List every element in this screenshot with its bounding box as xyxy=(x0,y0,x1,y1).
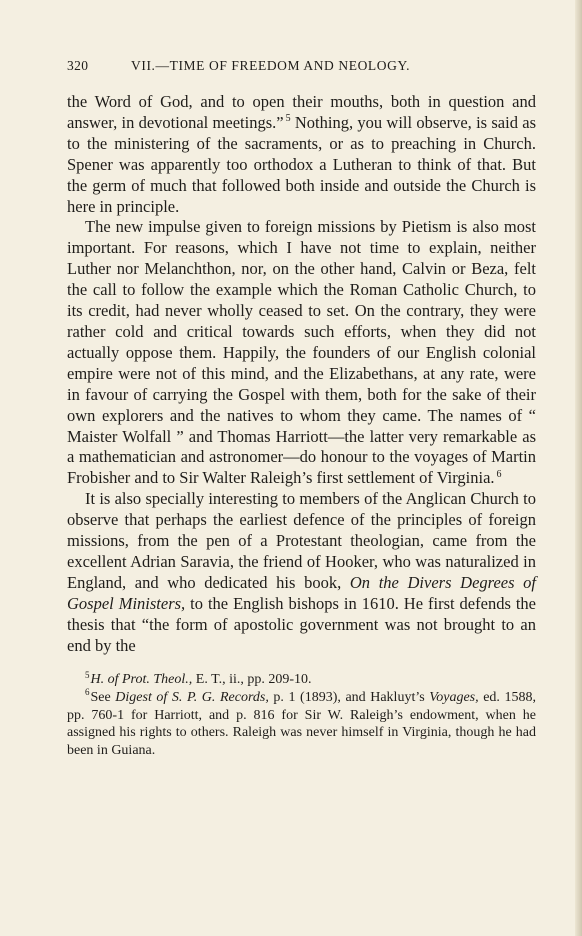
footnote-6-title-b: Voyages, xyxy=(429,690,479,706)
footnote-6-text-a: See xyxy=(90,690,116,706)
paragraph-2-text: The new impulse given to foreign missions by Pietism is also most important. For reasons, which I have not time to explain, neither Luther nor Melanchthon, nor, on the other hand, Calvin or Beza, felt the call to follow the example which the Roman Catholic Church, to its credit, had never wholly ceased to set. On the contrary, they were rather cold and critical towards such efforts, when they did not actually oppose them. Happily, the founders of our English colonial empire were not of this mind, and the Elizabethans, at any rate, were in favour of carrying the Gospel with them, both for the sake of their own explorers and the natives to whom they came. The names of “ Maister Wolfall ” and Thomas Harriott—the latter very remarkable as a mathematician and astronomer—do honour to the voyages of Martin Frobisher and to Sir Walter Raleigh’s first settlement of Virginia. xyxy=(67,217,536,488)
page-number: 320 xyxy=(67,58,89,73)
running-title: VII.—TIME OF FREEDOM AND NEOLOGY. xyxy=(131,58,411,73)
paragraph-3 xyxy=(67,489,536,656)
paragraph-3-text: It is also specially interesting to members of the Anglican Church to observe that perhaps the earliest defence of the principles of foreign missions, from the pen of a Protestant theologian, came from the excellent Adrian Saravia, the friend of Hooker, who was naturalized in England, and who dedicated his book, xyxy=(67,489,536,592)
paragraph-1-continuation: Nothing, you will observe, is said as to the ministering of the sacraments, or as to preaching in Church. Spener was apparently too orthodox a Lutheran to think of that. But the germ of much that followed both inside and outside the Church is here in principle. xyxy=(67,112,536,216)
page-edge xyxy=(575,0,582,936)
paragraph-1 xyxy=(67,92,536,217)
footnote-5-text: E. T., ii., pp. 209-10. xyxy=(192,672,312,688)
paragraph-1-text: the Word of God, and to open their mouths, both in question and answer, in devotional meetings.” xyxy=(67,92,536,132)
body-text xyxy=(67,92,536,656)
book-title: On the Divers Degrees of Gospel Ministers, xyxy=(67,572,537,613)
footnote-6-text-b: p. 1 (1893), and Hakluyt’s xyxy=(268,690,430,706)
footnote-6-title-a: Digest of S. P. G. Records, xyxy=(115,690,269,706)
paragraph-2 xyxy=(67,217,536,489)
book-page xyxy=(67,58,536,759)
footnote-6-text-c: ed. 1588, pp. 760-1 for Harriott, and p. 816 for Sir W. Raleigh’s endowment, when he assigned his rights to others. Raleigh was never himself in Virginia, though he had been in Guiana. xyxy=(67,690,537,758)
running-head xyxy=(67,58,536,84)
footnote-6 xyxy=(67,689,536,759)
paragraph-3-continuation: to the English bishops in 1610. He first defends the thesis that “the form of apostolic government was not brought to an end by the xyxy=(67,593,536,655)
footnote-5-marker: 5 xyxy=(85,669,90,680)
footnote-5 xyxy=(67,671,536,689)
footnote-ref-5[interactable]: 5 xyxy=(285,113,291,125)
footnote-6-marker: 6 xyxy=(85,687,90,698)
footnote-ref-6[interactable]: 6 xyxy=(496,468,502,480)
footnotes xyxy=(67,671,536,759)
footnote-5-title: H. of Prot. Theol., xyxy=(90,672,193,688)
